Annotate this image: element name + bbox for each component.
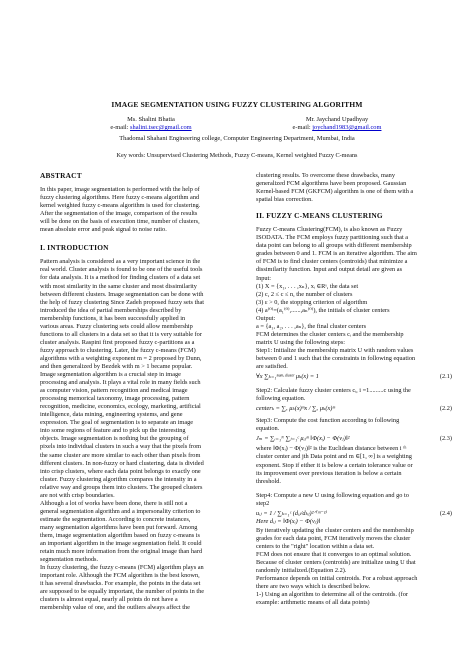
text-line: (4) a⁽⁰⁾=(a₁⁽⁰⁾,......,aₙ⁽⁰⁾), the initials of cluster centers	[256, 306, 390, 314]
fcm-text	[256, 226, 452, 371]
text-line: into crisp clusters, where each data point belongs to exactly one	[40, 467, 201, 475]
text-line: Step4: Compute a new U using following equation and go to	[256, 491, 409, 499]
text-line: as computer vision, pattern recognition and medical image	[40, 387, 188, 395]
text-line: Performance depends on initial centroids. For a robust approach	[256, 575, 418, 583]
text-line: pixels into individual clusters in such a way that the pixels from	[40, 443, 202, 451]
introduction-text	[40, 258, 236, 612]
text-line: many segmentation algorithms have been put forward. Among	[40, 523, 198, 531]
text-line: where ‖Φ(xᵢ) − Φ(vⱼ)‖² is the Euclidean distance between i ᵗʰ	[256, 445, 407, 453]
text-line: clusters is almost equal, nearly all points do not have a	[40, 596, 178, 604]
equation-2-4	[256, 510, 452, 518]
email-prefix: e-mail:	[292, 124, 313, 131]
text-line: between different clusters. Image segmentation can be done with	[40, 290, 204, 298]
equation-text: Here dᵢⱼ = ‖Φ(xᵢ) − Φ(vⱼ)‖	[256, 517, 321, 525]
text-line: step2	[256, 499, 270, 507]
equation-number: (2.2)	[439, 405, 452, 413]
text-line: cluster. Fuzzy clustering algorithm compares the intensity in a	[40, 475, 197, 483]
text-line: mean absolute error and peak signal to noise ratio.	[40, 226, 167, 234]
text-line: algorithms with a weighting exponent m = 2 proposed by Dunn,	[40, 354, 202, 362]
text-line: an important algorithm in the image segmentation field. It could	[40, 540, 202, 548]
text-line: segmentation methods.	[40, 556, 99, 564]
text-line: centers to the "right" location within a data set.	[256, 542, 375, 550]
text-line: Step2: Calculate fuzzy cluster centers cᵢ, i =1.........c using the	[256, 387, 411, 395]
text-line: following equation.	[256, 395, 306, 403]
author-2	[282, 116, 392, 131]
text-line: general segmentation algorithm and a impersonality criterion to	[40, 507, 201, 515]
equation-number: (2.4)	[439, 509, 452, 517]
text-line: different clusters. In non-fuzzy or hard clustering, data is divided	[40, 459, 204, 467]
author-email-link[interactable]: joychand1983@gmail.com	[312, 124, 382, 131]
text-line: between 0 and 1 such that the constraints in following equation	[256, 354, 416, 362]
text-line: grades between 0 and 1. FCM is an iterative algorithm. The aim	[256, 250, 417, 258]
step2-text	[256, 387, 452, 403]
text-line: fuzzy clustering algorithms. Here fuzzy c-means algorithm and	[40, 194, 200, 202]
equation-text: ∀x ∑ₖ₌₁ⁿᵘᵐ·ᶜˡᵘˢᵗᵉʳ μₖ(x) = 1	[256, 373, 319, 381]
author-name: Ms. Shalini Bhatia	[127, 116, 175, 123]
text-line: threshold.	[256, 477, 282, 485]
author-name: Mr. Jaychand Upadhyay	[305, 116, 369, 123]
text-line: fuzzy approach to clustering. Later, the fuzzy c-means (FCM)	[40, 346, 196, 354]
text-line: Kernel-based FCM (GKFCM) algorithm is one of them with a	[256, 188, 414, 196]
text-line: equation.	[256, 425, 280, 433]
text-line: FCM determines the cluster centers cᵢ and the membership	[256, 330, 404, 338]
text-line: there are two ways which is described below.	[256, 583, 370, 591]
text-line: into some regions of feature and to pick up the interesting	[40, 427, 186, 435]
fcm-heading: II. FUZZY C-MEANS CLUSTERING	[256, 211, 383, 221]
text-line: In fuzzy clustering, the fuzzy c-means (FCM) algorithm plays an	[40, 564, 204, 572]
equation-2-2	[256, 405, 452, 413]
text-line: membership functions, it has been successfully applied in	[40, 314, 186, 322]
text-line: clustering results. To overcome these drawbacks, many	[256, 172, 395, 179]
text-line: it has several drawbacks. For example, the points in the data set	[40, 580, 201, 588]
text-line: are satisfied.	[256, 363, 288, 371]
text-line: retain much more information from the original image than hard	[40, 548, 203, 556]
author-1	[96, 116, 206, 131]
right-column	[256, 172, 452, 615]
text-line: for data analysis. It is a method for finding clusters of a data set	[40, 274, 201, 282]
text-line: Because of cluster centers (centroids) are initialize using U that	[256, 559, 416, 567]
keywords: Key words: Unsupervised Clustering Methods, Fuzzy C-means, Kernel weighted Fuzzy C-means	[116, 152, 358, 159]
text-line: with most similarity in the same cluster and most dissimilarity	[40, 282, 197, 290]
text-line: ISODATA. The FCM employs fuzzy partitioning such that a	[256, 234, 409, 242]
fcm-conclusion-text	[256, 527, 452, 607]
text-line: (1) X = {x₁, . . . ,xₙ}, xᵢ ∈Rˢ, the data set	[256, 282, 359, 290]
text-line: estimate the segmentation. According to concrete instances,	[40, 515, 191, 523]
equation-text: Jₘ = ∑ᵢ₌₁ᴺ ∑ⱼ₌₁ᶜ μᵢⱼᵐ ‖Φ(xᵢ) − Φ(vⱼ)‖²	[256, 435, 350, 443]
text-line: FCM does not ensure that it converges to an optimal solution.	[256, 550, 412, 558]
equation-number: (2.1)	[439, 373, 452, 381]
introduction-heading: I. INTRODUCTION	[40, 243, 109, 253]
text-line: Step3: Compute the cost function according to following	[256, 417, 400, 425]
text-line: Although a lot of works have been done, there is still not a	[40, 499, 188, 507]
text-line: Pattern analysis is considered as a very important science in the	[40, 258, 201, 266]
text-line: important role. Although the FCM algorithm is the best known,	[40, 572, 200, 580]
text-line: kernel weighted fuzzy c-means algorithm is used for clustering.	[40, 202, 201, 210]
text-line: 1-) Using an algorithm to determine all of the centroids. (for	[256, 591, 408, 599]
text-line: grades for each data point, FCM iteratively moves the cluster	[256, 534, 411, 542]
text-line: the same cluster are more similar to each other than pixels from	[40, 451, 201, 459]
text-line: example: arithmetic means of all data points)	[256, 599, 370, 607]
email-prefix: e-mail:	[110, 124, 131, 131]
step3-explanation	[256, 445, 452, 485]
step3-text	[256, 417, 452, 433]
text-line: the help of fuzzy clustering Since Zadeh proposed fuzzy sets that	[40, 298, 205, 306]
text-line: exponent. Stop if either it is below a certain tolerance value or	[256, 461, 413, 469]
text-line: its improvement over previous iteration is below a certain	[256, 469, 402, 477]
text-line: expression. The goal of segmentation is to separate an image	[40, 419, 194, 427]
text-line: cluster center and jth Data point and m ∈[1, ∞] is a weighting	[256, 453, 412, 461]
text-line: various areas. Fuzzy clustering sets could allow membership	[40, 322, 193, 330]
continued-text	[256, 172, 452, 204]
author-email-line	[96, 124, 206, 131]
text-line: introduced the idea of partial memberships described by	[40, 306, 182, 314]
text-line: are supposed to be equally important, the number of points in the	[40, 588, 205, 596]
author-email-link[interactable]: shalini.tsec@gmail.com	[130, 124, 192, 131]
text-line: processing and analysis. It plays a vital role in many fields such	[40, 379, 201, 387]
equation-2-3	[256, 435, 452, 443]
equation-text: uᵢⱼ = 1 / ∑ₖ₌₁ᶜ (dᵢⱼ/dₖⱼ)²ᐟ⁽ᵐ⁻¹⁾	[256, 509, 328, 517]
text-line: After the segmentation of the image, comparison of the results	[40, 210, 198, 218]
text-line: relative way and groups them into clusters. The grouped clusters	[40, 483, 203, 491]
equation-number: (2.3)	[439, 435, 452, 443]
text-line: data point can belong to all groups with different membership	[256, 242, 412, 250]
text-line: In this paper, image segmentation is performed with the help of	[40, 186, 200, 194]
text-line: spatial bias correction.	[256, 196, 313, 204]
equation-2-1	[256, 373, 452, 381]
equation-distance	[256, 518, 452, 526]
text-line: are not with crisp boundaries.	[40, 491, 115, 499]
text-line: recognition, medicine, economics, ecology, marketing, artificial	[40, 403, 201, 411]
text-line: objects. Image segmentation is nothing but the grouping of	[40, 435, 189, 443]
text-line: Output:	[256, 314, 276, 322]
text-line: a = {a₁, a₂, . . . ,aₙ}, the final cluster centers	[256, 322, 367, 330]
text-line: cluster analysis. Raspini first proposed fuzzy c-partitions as a	[40, 338, 195, 346]
author-email-line	[282, 124, 392, 131]
equation-text: centerₖ = ∑ₓ μₖ(x)ᵐx / ∑ₓ μₖ(x)ᵐ	[256, 405, 335, 413]
text-line: matrix U using the following steps:	[256, 338, 346, 346]
text-line: dissimilarity function. Input and output detail are given as	[256, 266, 403, 274]
text-line: Input:	[256, 274, 272, 282]
text-line: (2) c, 2 ≤ c ≤ n, the number of clusters	[256, 290, 353, 298]
step4-text	[256, 492, 452, 508]
text-line: processing memorical taxonomy, image processing, pattern	[40, 395, 190, 403]
text-line: of FCM is to find cluster centers (centroids) that minimize a	[256, 258, 408, 266]
text-line: and then generalized by Bezdek with m > 1 became popular.	[40, 362, 193, 370]
text-line: intelligence, data mining, engineering systems, and gene	[40, 411, 183, 419]
text-line: Fuzzy C-means Clustering(FCM), is also known as Fuzzy	[256, 226, 403, 234]
text-line: generalized FCM algorithms have been proposed. Gaussian	[256, 180, 407, 188]
text-line: functions to all clusters in a data set so that it is very suitable for	[40, 330, 202, 338]
abstract-text	[40, 186, 236, 234]
text-line: them, image segmentation algorithm based on fuzzy c-means is	[40, 531, 200, 539]
text-line: Image segmentation algorithm is a crucial step in image	[40, 371, 181, 379]
paper-title: IMAGE SEGMENTATION USING FUZZY CLUSTERING ALGORITHM	[111, 100, 363, 109]
text-line: real world. Cluster analysis is found to be one of the useful tools	[40, 266, 203, 274]
text-line: Step1: Initialize the membership matrix U with random values	[256, 346, 414, 354]
text-line: randomly initialized.(Equation 2.2).	[256, 567, 347, 575]
text-line: membership value of one, and the outliers always affect the	[40, 604, 190, 612]
affiliation: Thadomal Shahani Engineering college, Computer Engineering Department, Mumbai, India	[119, 135, 355, 142]
text-line: (3) ε > 0, the stopping criterion of algorithm	[256, 298, 368, 306]
text-line: By iteratively updating the cluster centers and the membership	[256, 526, 414, 534]
text-line: will be done on the basis of execution time, number of clusters,	[40, 218, 200, 226]
left-column	[40, 172, 236, 620]
abstract-heading: ABSTRACT	[40, 171, 82, 180]
